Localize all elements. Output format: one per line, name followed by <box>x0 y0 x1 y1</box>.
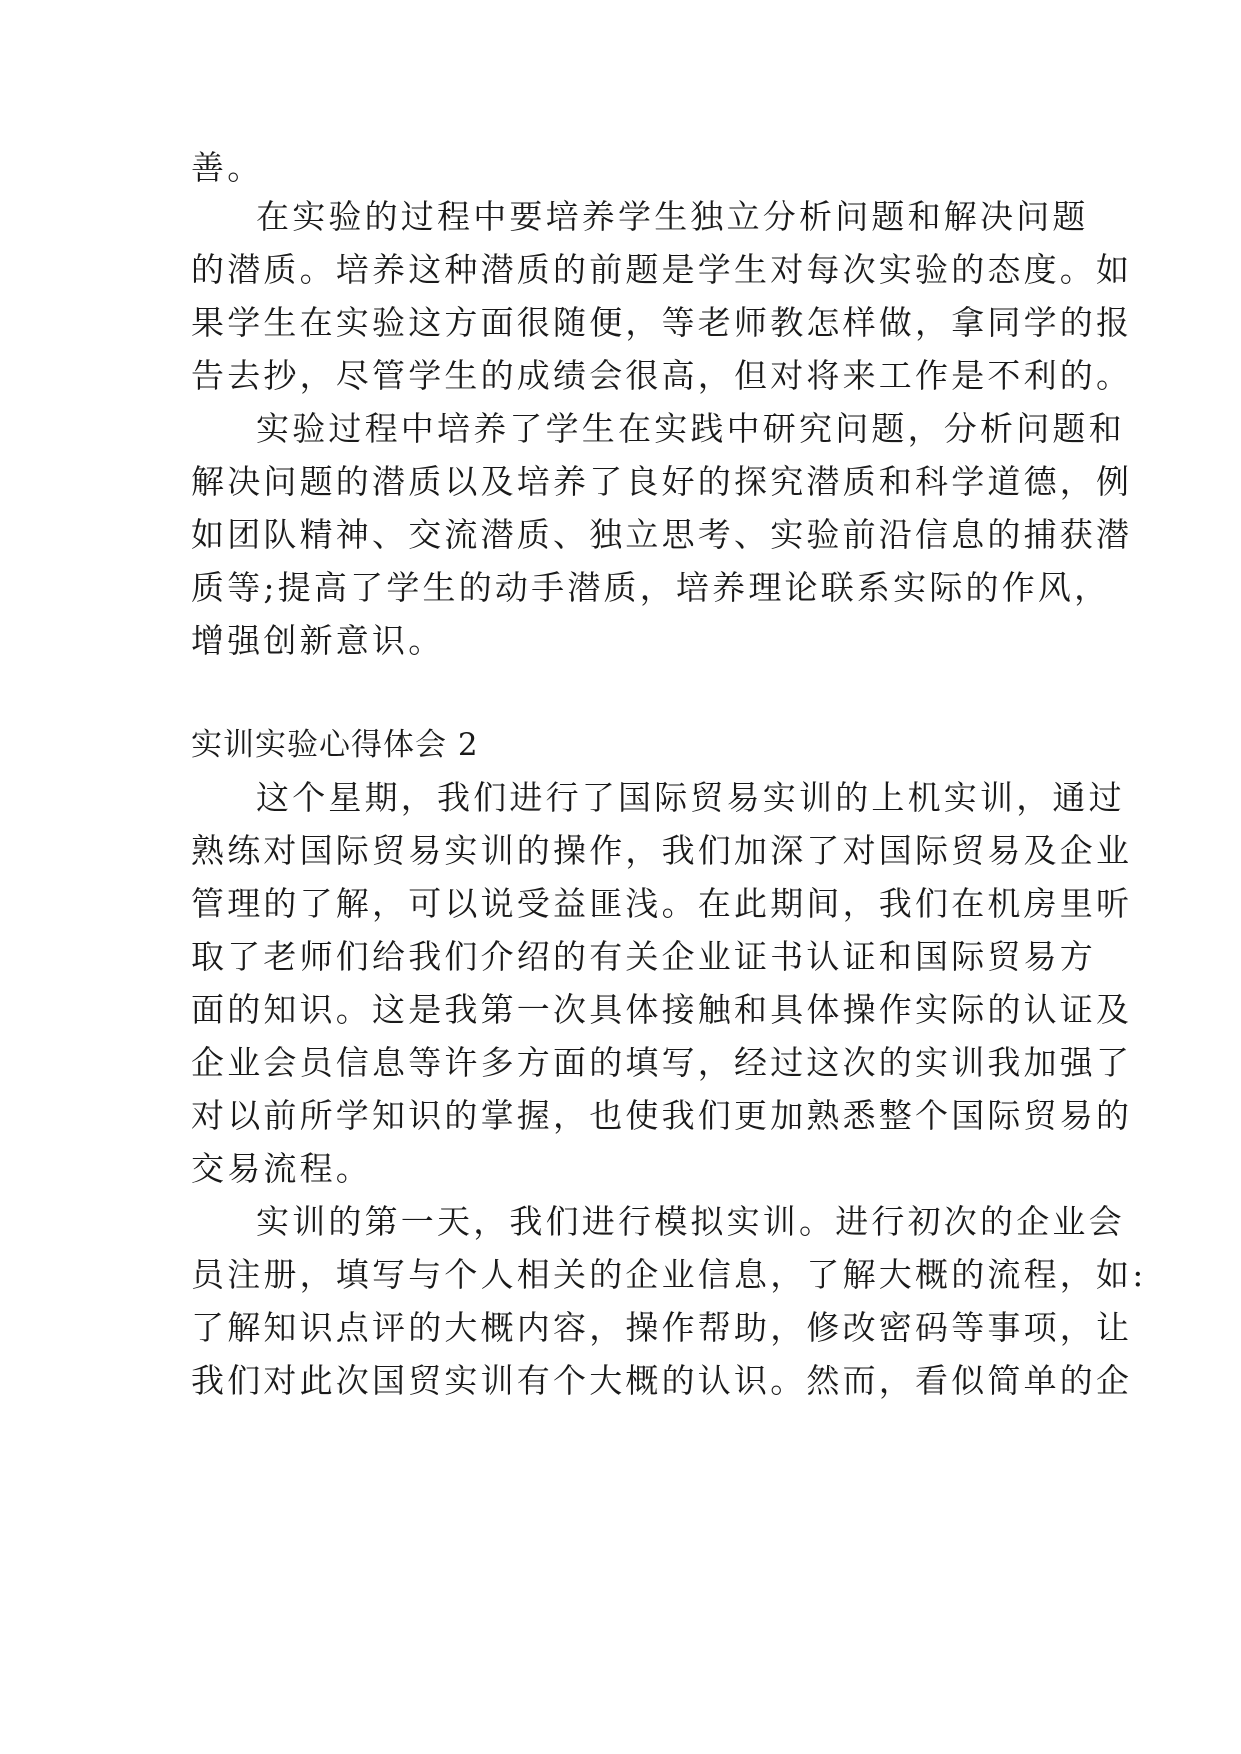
text-line: 质等;提高了学生的动手潜质，培养理论联系实际的作风， <box>191 568 1111 607</box>
text-line: 实训的第一天，我们进行模拟实训。进行初次的企业会 <box>256 1202 1125 1241</box>
text-line: 实验过程中培养了学生在实践中研究问题，分析问题和 <box>256 409 1125 448</box>
text-line: 增强创新意识。 <box>191 621 445 660</box>
text-line: 员注册，填写与个人相关的企业信息，了解大概的流程，如: <box>191 1255 1147 1294</box>
text-line: 我们对此次国贸实训有个大概的认识。然而，看似简单的企 <box>191 1361 1133 1400</box>
text-line: 如团队精神、交流潜质、独立思考、实验前沿信息的捕获潜 <box>191 515 1133 554</box>
text-line: 善。 <box>191 148 264 187</box>
text-line: 企业会员信息等许多方面的填写，经过这次的实训我加强了 <box>191 1043 1133 1082</box>
text-line: 管理的了解，可以说受益匪浅。在此期间，我们在机房里听 <box>191 884 1133 923</box>
text-line: 对以前所学知识的掌握，也使我们更加熟悉整个国际贸易的 <box>191 1096 1133 1135</box>
text-line: 解决问题的潜质以及培养了良好的探究潜质和科学道德，例 <box>191 462 1133 501</box>
text-line: 取了老师们给我们介绍的有关企业证书认证和国际贸易方 <box>191 937 1096 976</box>
text-line: 的潜质。培养这种潜质的前题是学生对每次实验的态度。如 <box>191 250 1133 289</box>
text-line: 这个星期，我们进行了国际贸易实训的上机实训，通过 <box>256 778 1125 817</box>
text-line: 交易流程。 <box>191 1149 372 1188</box>
text-line: 面的知识。这是我第一次具体接触和具体操作实际的认证及 <box>191 990 1133 1029</box>
text-line: 在实验的过程中要培养学生独立分析问题和解决问题 <box>256 197 1089 236</box>
text-line: 告去抄，尽管学生的成绩会很高，但对将来工作是不利的。 <box>191 356 1133 395</box>
text-line: 果学生在实验这方面很随便，等老师教怎样做，拿同学的报 <box>191 303 1133 342</box>
text-line: 了解知识点评的大概内容，操作帮助，修改密码等事项，让 <box>191 1308 1133 1347</box>
text-line: 熟练对国际贸易实训的操作，我们加深了对国际贸易及企业 <box>191 831 1133 870</box>
section-heading: 实训实验心得体会 2 <box>191 727 479 763</box>
